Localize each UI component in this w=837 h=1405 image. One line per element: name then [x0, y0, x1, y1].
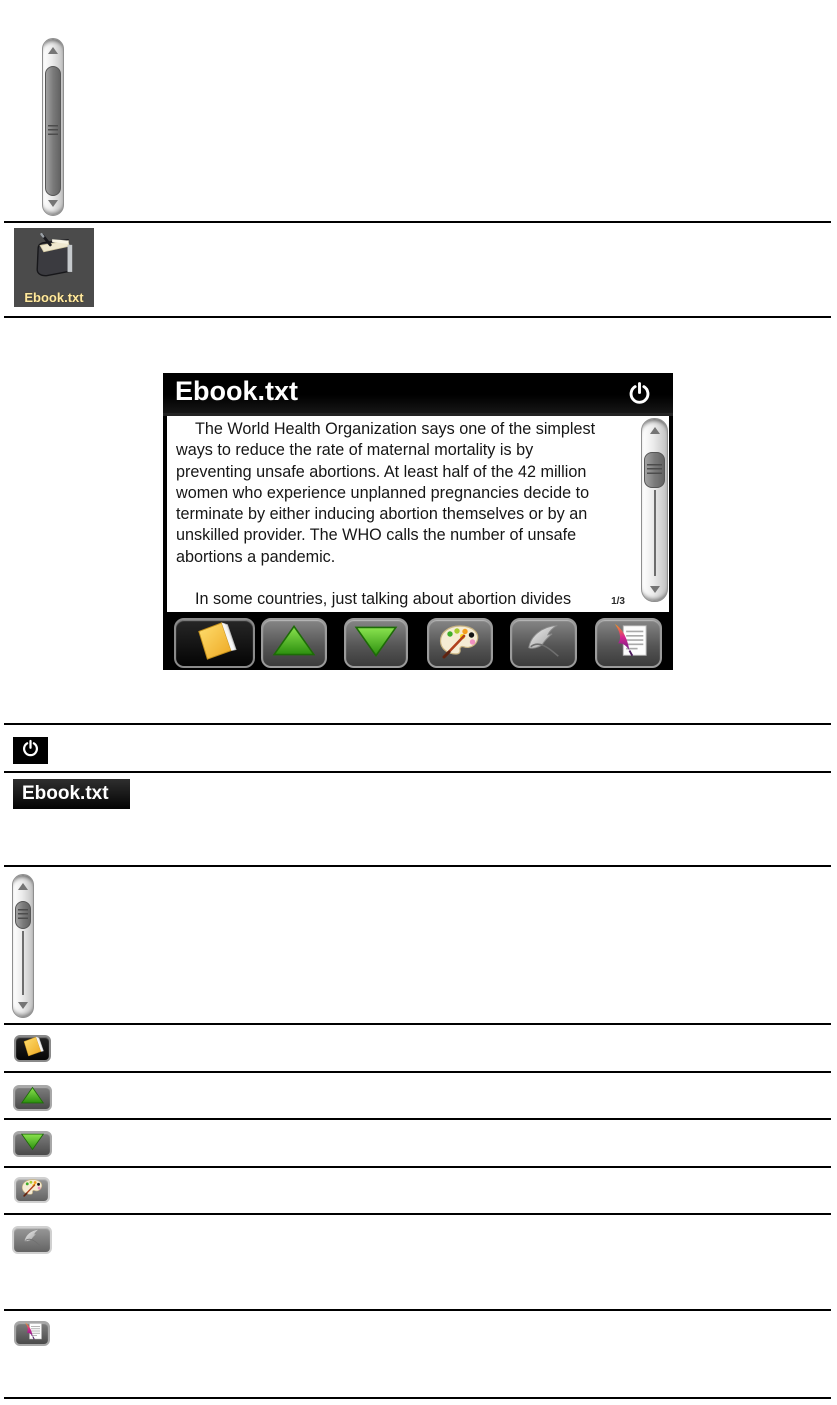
- scrollbar-thumb[interactable]: [45, 66, 61, 196]
- ebook-text: The World Health Organization says one of the simplest ways to reduce the rate of maternal mortality is by preventing unsafe abortions. At least half of the 42 million women who experience unplanned pregnancies decide to terminate by either inducing abortion themselves or by an unskilled provider. The WHO calls the number of unsafe abortions a pandemic. In some countries, just talking about abortion divides: [176, 420, 596, 609]
- open-file-button[interactable]: [174, 618, 255, 668]
- power-icon: [627, 393, 652, 410]
- reader-title: Ebook.txt: [175, 376, 299, 406]
- legend-page-up-button[interactable]: [13, 1085, 52, 1111]
- palette-icon: [20, 1177, 45, 1203]
- page-down-button[interactable]: [344, 618, 408, 668]
- divider: [4, 316, 831, 318]
- divider: [4, 771, 831, 773]
- scrollbar-grip-icon: [48, 125, 58, 137]
- divider: [4, 1166, 831, 1168]
- divider: [4, 1213, 831, 1215]
- divider: [4, 1118, 831, 1120]
- divider: [4, 1397, 831, 1399]
- ebook-file-icon[interactable]: [14, 228, 94, 307]
- page-up-button[interactable]: [261, 618, 327, 668]
- notes-icon: [606, 621, 652, 666]
- scrollbar-track-line: [22, 931, 24, 995]
- divider: [4, 221, 831, 223]
- feather-icon: [20, 1227, 45, 1253]
- legend-page-down-button[interactable]: [13, 1131, 52, 1157]
- legend-open-file-button[interactable]: [14, 1035, 51, 1062]
- annotate-button[interactable]: [510, 618, 577, 668]
- legend-scrollbar[interactable]: [12, 874, 34, 1018]
- reader-text-area: [167, 416, 669, 612]
- note-icon: [20, 1036, 45, 1062]
- power-button[interactable]: [627, 381, 652, 406]
- color-theme-button[interactable]: [427, 618, 493, 668]
- divider: [4, 1023, 831, 1025]
- legend-color-theme-button[interactable]: [14, 1177, 50, 1203]
- arrow-up-icon: [20, 1085, 45, 1111]
- scrollbar-grip-icon: [18, 909, 28, 921]
- reader-titlebar: [163, 373, 673, 413]
- legend-annotate-button[interactable]: [12, 1226, 52, 1254]
- reader-scrollbar[interactable]: [641, 418, 668, 602]
- file-icon-label: Ebook.txt: [24, 290, 84, 305]
- arrow-down-icon: [20, 1131, 45, 1157]
- legend-power-button[interactable]: [13, 737, 48, 764]
- page-indicator: 1/3: [611, 596, 625, 607]
- scrollbar-thumb[interactable]: [644, 452, 665, 488]
- scrollbar-track-line: [654, 490, 656, 576]
- legend-notes-button[interactable]: [14, 1321, 50, 1346]
- divider: [4, 865, 831, 867]
- divider: [4, 1309, 831, 1311]
- arrow-up-icon: [271, 621, 317, 666]
- ebook-reader-screenshot: [163, 373, 673, 670]
- divider: [4, 723, 831, 725]
- legend-filename-bar: Ebook.txt: [13, 779, 130, 809]
- notes-icon: [20, 1321, 45, 1347]
- scrollbar-grip-icon: [647, 464, 662, 476]
- divider: [4, 1071, 831, 1073]
- notes-button[interactable]: [595, 618, 662, 668]
- power-icon: [21, 739, 40, 763]
- reader-toolbar: [163, 612, 673, 670]
- feather-icon: [521, 621, 567, 666]
- scrollbar-illustration-large[interactable]: [42, 38, 64, 216]
- palette-icon: [437, 621, 483, 666]
- arrow-down-icon: [353, 621, 399, 666]
- note-icon: [192, 621, 238, 666]
- scrollbar-thumb[interactable]: [15, 901, 31, 929]
